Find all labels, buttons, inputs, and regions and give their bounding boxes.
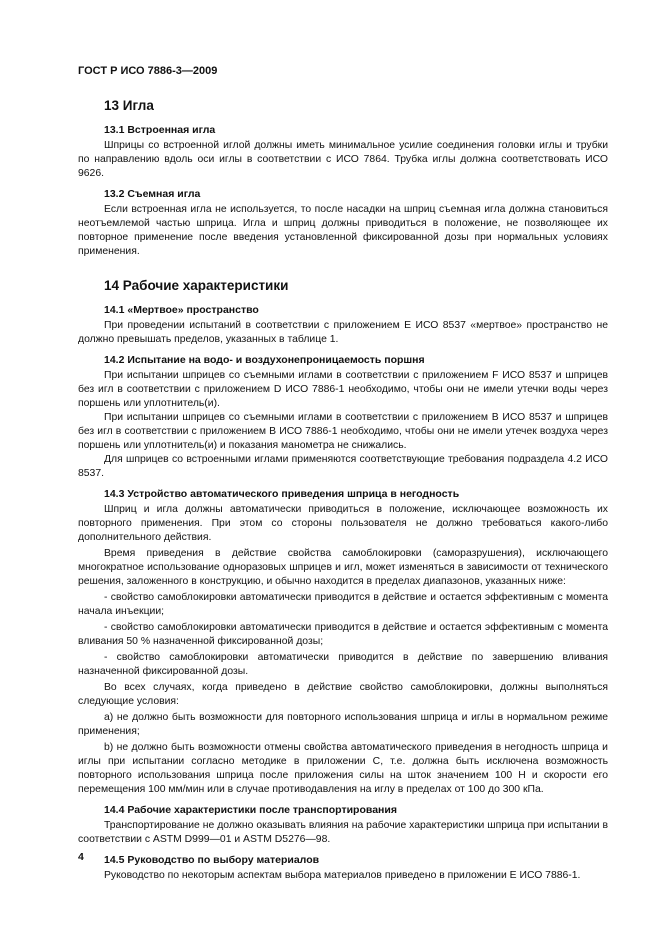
paragraph: Время приведения в действие свойства самоблокировки (саморазрушения), исключающего многократное использование одноразовых шприцев и игл, может изменяться в зависимости от технического решения, заложенного в конструкцию, и обычно находится в пределах диапазонов, указанных ниже: (78, 548, 608, 587)
page-number: 4 (78, 851, 84, 863)
list-item: b) не должно быть возможности отмены свойства автоматического приведения в негодность шприца и иглы при испытании согласно методике в приложении С, т.е. должна быть исключена возможность повторного использования шприца после приложения силы на шток значением 100 Н и скорости его перемещения 100 мм/мин или в случае противодавления на иглу в пределах от 100 до 300 кПа. (78, 742, 608, 795)
list-item: - свойство самоблокировки автоматически приводится в действие и остается эффективным с момента вливания 50 % назначенной фиксированной дозы; (78, 622, 608, 647)
list-item: - свойство самоблокировки автоматически приводится в действие и остается эффективным с момента начала инъекции; (78, 592, 608, 617)
paragraph: При проведении испытаний в соответствии с приложением E ИСО 8537 «мертвое» пространство не должно превышать пределов, указанных в таблице 1. (78, 320, 608, 345)
section-13-2-heading: 13.2 Съемная игла (104, 188, 201, 200)
paragraph: При испытании шприцев со съемными иглами в соответствии с приложением В ИСО 8537 и шприцев без игл в соответствии с приложением В ИСО 7886-1 необходимо, чтобы они не имели утечек воздуха через поршень или уплотнитель(и) и показания манометра не снижались. (78, 412, 608, 451)
section-14-1-heading: 14.1 «Мертвое» пространство (104, 304, 259, 316)
paragraph: Руководство по некоторым аспектам выбора материалов приведено в приложении E ИСО 7886-1. (104, 870, 581, 881)
section-14-2-heading: 14.2 Испытание на водо- и воздухонепроницаемость поршня (104, 354, 425, 366)
document-page (78, 64, 608, 883)
list-item: a) не должно быть возможности для повторного использования шприца и иглы в нормальном режиме применения; (78, 712, 608, 737)
section-14-heading: 14 Рабочие характеристики (104, 278, 289, 293)
paragraph: Для шприцев со встроенными иглами применяются соответствующие требования подраздела 4.2 ИСО 8537. (78, 454, 608, 479)
paragraph: Если встроенная игла не используется, то после насадки на шприц съемная игла должна становиться неотъемлемой частью шприца. Игла и шприц должны приводиться в положение, не позволяющее их повторное применение после введения установленной фиксированной дозы при нормальных условиях применения. (78, 204, 608, 257)
section-14-3-heading: 14.3 Устройство автоматического приведения шприца в негодность (104, 488, 460, 500)
document-id: ГОСТ Р ИСО 7886-3—2009 (78, 65, 218, 77)
paragraph: Шприцы со встроенной иглой должны иметь минимальное усилие соединения головки иглы и трубки по направлению вдоль оси иглы в соответствии с ИСО 7864. Трубка иглы должна соответствовать ИСО 9626. (78, 140, 608, 179)
section-14-5-heading: 14.5 Руководство по выбору материалов (104, 854, 320, 866)
section-13-heading: 13 Игла (104, 98, 154, 113)
section-14-4-heading: 14.4 Рабочие характеристики после транспортирования (104, 804, 397, 816)
paragraph: Во всех случаях, когда приведено в действие свойство самоблокировки, должны выполняться следующие условия: (78, 682, 608, 707)
list-item: - свойство самоблокировки автоматически приводится в действие по завершению вливания назначенной фиксированной дозы. (78, 652, 608, 677)
section-13-1-heading: 13.1 Встроенная игла (104, 124, 216, 136)
paragraph: Транспортирование не должно оказывать влияния на рабочие характеристики шприца при испытании в соответствии с ASTM D999—01 и ASTM D5276—98. (78, 820, 608, 845)
paragraph: Шприц и игла должны автоматически приводиться в положение, исключающее возможность их повторного применения. При этом со стороны пользователя не должно требоваться какого-либо дополнительного действия. (78, 504, 608, 543)
paragraph: При испытании шприцев со съемными иглами в соответствии с приложением F ИСО 8537 и шприцев без игл в соответствии с приложением D ИСО 7886-1 необходимо, чтобы они не имели утечки воды через поршень или уплотнитель(и). (78, 370, 608, 409)
